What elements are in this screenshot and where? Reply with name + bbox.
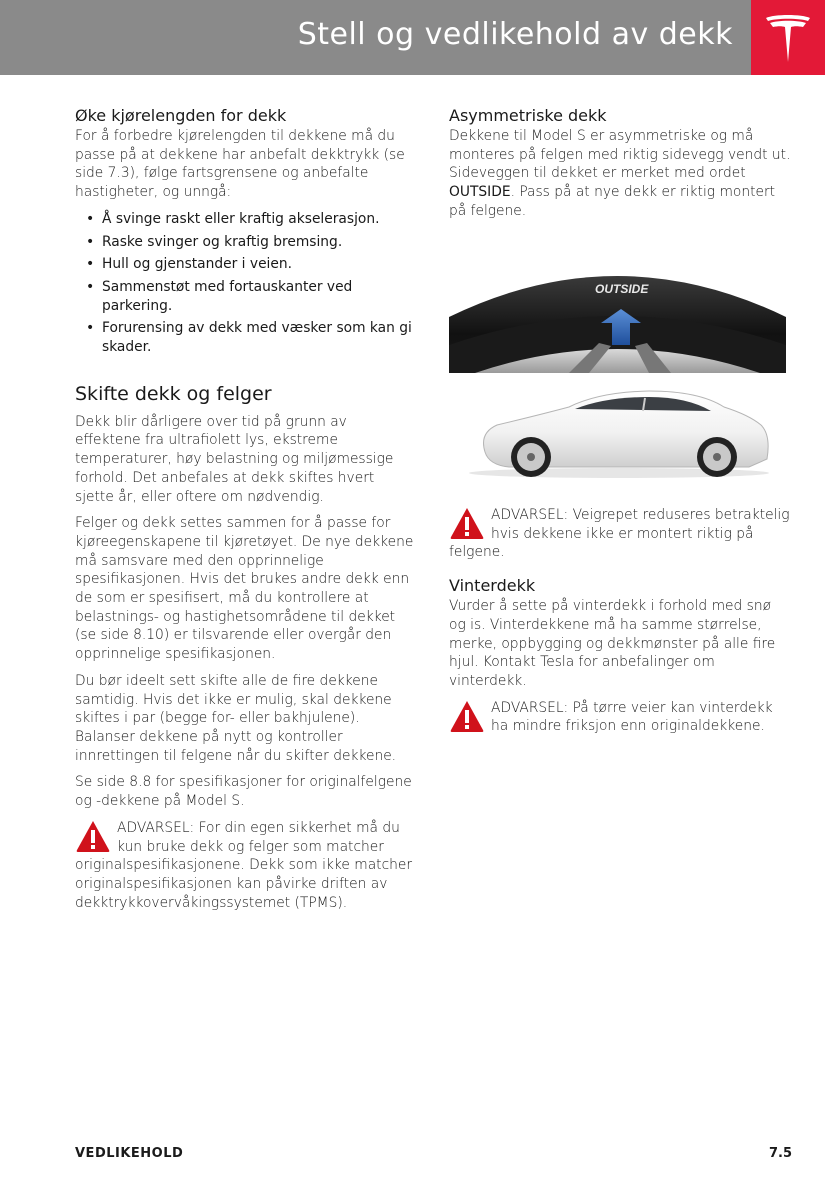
replace-paragraph-3: Du bør ideelt sett skifte alle de fire dekkene samtidig. Hvis det ikke er mulig, skal dekkene skiftes i par (begge for- eller bakhjulene). Balanser dekkene på nytt og kontroller innrettingen til felgene når du skifter dekkene. — [75, 672, 397, 764]
mileage-intro: For å forbedre kjørelengden til dekkene må du passe på at dekkene har anbefalt dekktrykk (se side 7.3), følge fartsgrensene og anbefalte hastigheter, og unngå: — [75, 128, 405, 201]
list-item: • Å svinge raskt eller kraftig akselerasjon. — [75, 210, 415, 229]
page-number: 7.5 — [768, 1146, 792, 1161]
tesla-logo — [751, 0, 825, 75]
asymmetric-text: Dekkene til Model S er asymmetriske og må monteres på felgen med riktig sidevegg vendt ut. Sideveggen til dekket er merket med ordet OUTSIDE. Pass på at nye dekk er riktig montert på felgene. — [449, 128, 791, 219]
replace-paragraph-2: Felger og dekk settes sammen for å passe for kjøreegenskapene til kjøretøyet. De nye dekkene må samsvare med den opprinnelige spesifikasjonen. Hvis det brukes andre dekk enn de som er spesifisert, må du kontrollere at belastnings- og hastighetsområdene til dekket (se side 8.10) er tilsvarende eller overgår den opprinnelige spesifikasjonen. — [75, 515, 414, 663]
right-column-lower — [449, 506, 791, 744]
section-heading-replace: Skifte dekk og felger — [75, 382, 272, 405]
avoid-list — [75, 210, 415, 357]
footer-section: VEDLIKEHOLD — [75, 1146, 184, 1161]
replace-paragraph-4: Se side 8.8 for spesifikasjoner for originalfelgene og -dekkene på Model S. — [75, 774, 412, 810]
section-heading-asymmetric: Asymmetriske dekk — [449, 106, 607, 125]
list-item: • Sammenstøt med fortauskanter ved parkering. — [75, 278, 415, 315]
left-column — [75, 106, 415, 920]
car-image — [469, 391, 769, 478]
warning-icon — [449, 699, 485, 733]
tire-outside-label: OUTSIDE — [595, 282, 649, 296]
section-heading-mileage: Øke kjørelengden for dekk — [75, 106, 287, 125]
outside-bold: OUTSIDE — [449, 184, 511, 201]
warning-icon — [75, 819, 111, 853]
winter-text: Vurder å sette på vinterdekk i forhold med snø og is. Vinterdekkene må ha samme størrelse, merke, oppbygging og dekkmønster på alle fire hjul. Kontakt Tesla for anbefalinger om vinterdekk. — [449, 598, 776, 689]
tire-closeup — [449, 276, 786, 373]
section-heading-winter: Vinterdekk — [449, 576, 536, 596]
list-item: • Hull og gjenstander i veien. — [75, 255, 415, 274]
warning-text: ADVARSEL: Veigrepet reduseres betraktelig hvis dekkene ikke er montert riktig på felgene. — [449, 507, 790, 561]
warning-block — [75, 819, 415, 913]
warning-block — [449, 506, 791, 562]
right-column — [449, 106, 791, 229]
replace-paragraph-1: Dekk blir dårligere over tid på grunn av effektene fra ultrafiolett lys, ekstreme temperaturer, høy belastning og miljømessige forhold. Det anbefales at dekk skiftes hvert sjette år, eller oftere om nødvendig. — [75, 413, 394, 505]
warning-icon — [449, 506, 485, 540]
list-item: • Forurensing av dekk med væsker som kan gi skader. — [75, 319, 415, 356]
warning-text: ADVARSEL: For din egen sikkerhet må du kun bruke dekk og felger som matcher originalspesifikasjonene. Dekk som ikke matcher originalspesifikasjonen kan påvirke driften av dekktrykkovervåkingssystemet (TPMS). — [75, 819, 413, 911]
tesla-logo-icon — [764, 10, 812, 66]
list-item: • Raske svinger og kraftig bremsing. — [75, 233, 415, 252]
page-title: Stell og vedlikehold av dekk — [297, 17, 733, 52]
warning-block — [449, 699, 791, 736]
warning-text: ADVARSEL: På tørre veier kan vinterdekk ha mindre friksjon enn originaldekkene. — [491, 699, 773, 735]
tire-and-car-image — [449, 247, 786, 499]
header-bar — [0, 0, 751, 75]
